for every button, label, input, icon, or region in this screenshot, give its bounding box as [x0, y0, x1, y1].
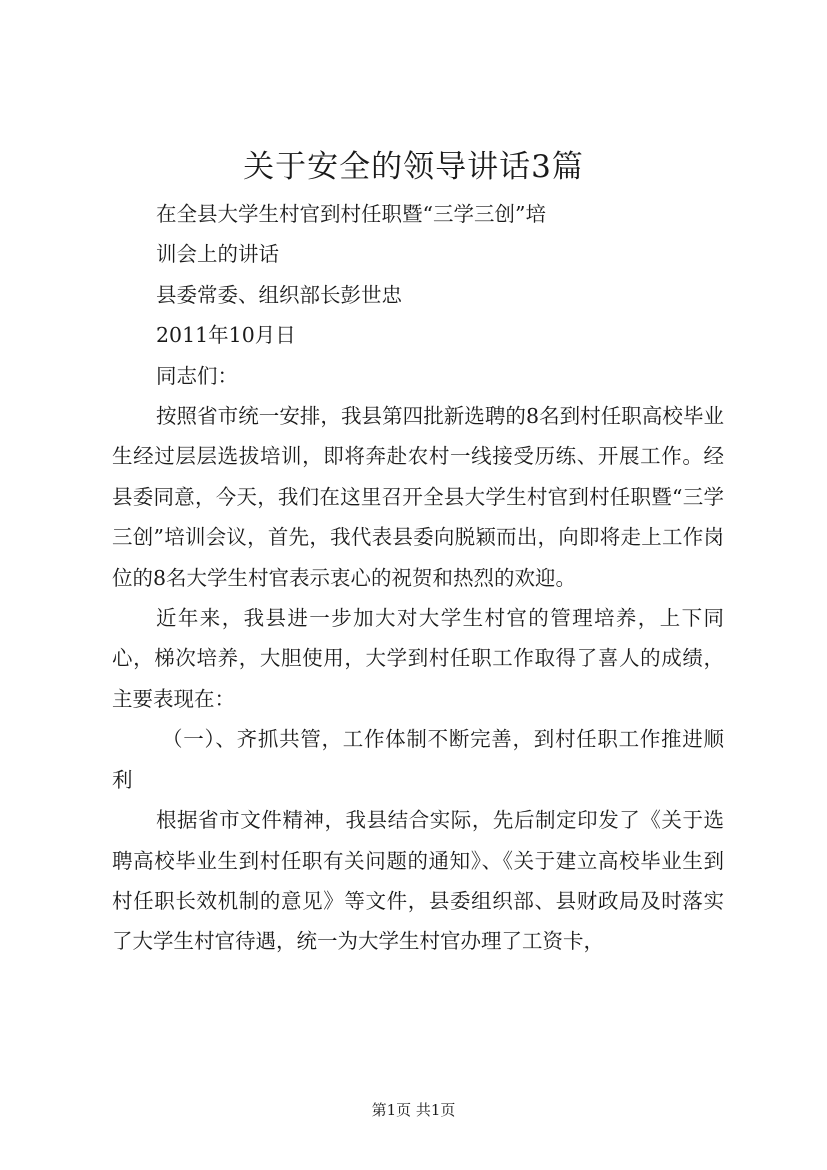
speech-heading-line-2: 训会上的讲话 — [156, 242, 279, 267]
document-body — [112, 194, 724, 962]
salutation: 同志们： — [156, 363, 238, 388]
page-footer: 第1页 共1页 — [371, 1101, 456, 1119]
paragraph-2: 近年来，我县进一步加大对大学生村官的管理培养，上下同心，梯次培养，大胆使用，大学到村任职工作取得了喜人的成绩，主要表现在： — [112, 606, 724, 711]
date-line: 2011年10月日 — [156, 323, 296, 348]
paragraph-1: 按照省市统一安排，我县第四批新选聘的8名到村任职高校毕业生经过层层选拔培训，即将奔赴农村一线接受历练、开展工作。经县委同意，今天，我们在这里召开全县大学生村官到村任职暨“三学三创”培训会议，首先，我代表县委向脱颖而出，向即将走上工作岗位的8名大学生村官表示衷心的祝贺和热烈的欢迎。 — [112, 404, 724, 590]
paragraph-3: 根据省市文件精神，我县结合实际，先后制定印发了《关于选聘高校毕业生到村任职有关问题的通知》、《关于建立高校毕业生到村任职长效机制的意见》等文件，县委组织部、县财政局及时落实了大学生村官待遇，统一为大学生村官办理了工资卡， — [112, 808, 724, 954]
document-title: 关于安全的领导讲话3篇 — [243, 149, 584, 185]
speech-heading-line-1: 在全县大学生村官到村任职暨“三学三创”培 — [156, 202, 546, 226]
speaker-line: 县委常委、组织部长彭世忠 — [156, 282, 402, 307]
section-heading-1: （一）、齐抓共管，工作体制不断完善，到村任职工作推进顺利 — [112, 727, 724, 792]
